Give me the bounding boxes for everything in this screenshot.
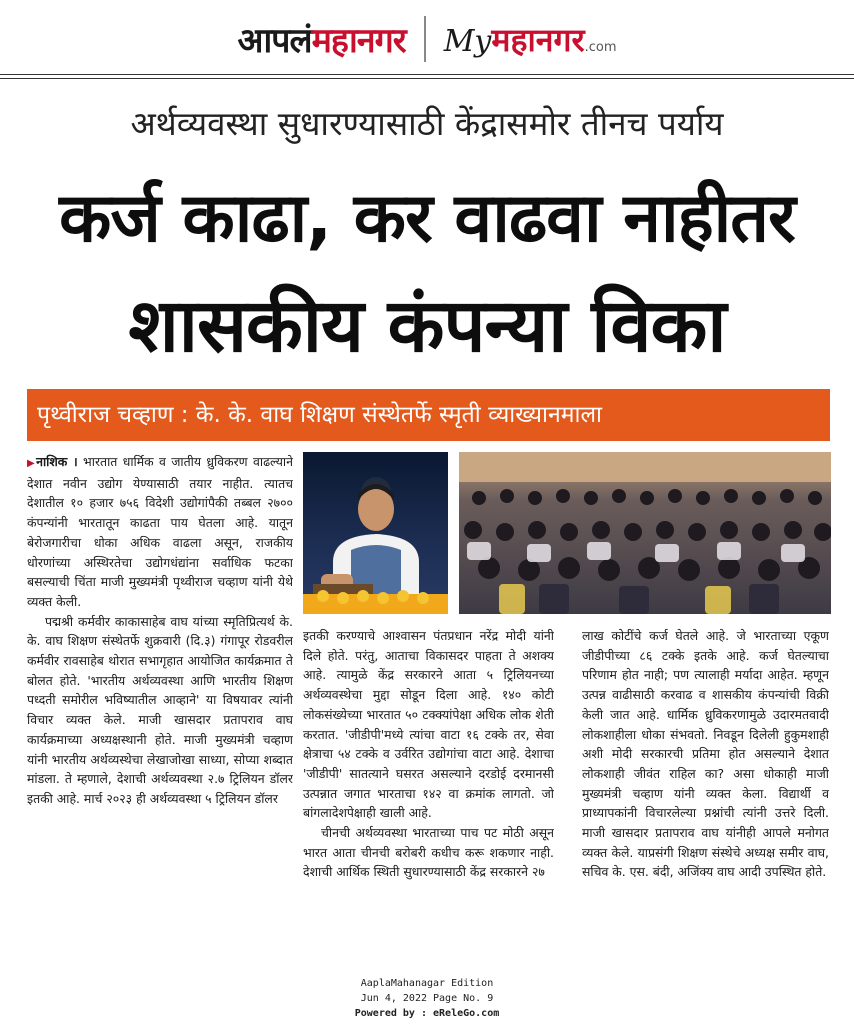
speaker-photo [303, 452, 448, 614]
article-kicker: अर्थव्यवस्था सुधारण्यासाठी केंद्रासमोर तीनच पर्याय [130, 104, 724, 143]
subhead-banner: पृथ्वीराज चव्हाण : के. के. वाघ शिक्षण संस्थेतर्फे स्मृती व्याख्यानमाला [27, 389, 830, 441]
col3-paragraph-1: लाख कोटींचे कर्ज घेतले आहे. जे भारताच्या एकूण जीडीपीच्या ८६ टक्के इतके आहे. कर्ज घेतल्याचा परिणाम होत नाही; पण त्यालाही मर्यादा आहेत. म्हणून उत्पन्न वाढीसाठी करवाढ व शासकीय कंपन्यांची विक्री केली जात आहे. धार्मिक ध्रुविकरणामुळे उदारमतवादी लोकशाहीला धोका संभवतो. निवडून दिलेली हुकुमशाही अशी मोदी सरकारची प्रतिमा होत असल्याने देशात लोकशाही जीवंत राहिल का? असा धोकाही माजी मुख्यमंत्री चव्हाण यांनी व्यक्त केला. विद्यार्थी व प्राध्यापकांनी विचारलेल्या प्रश्नांची त्यांनी उत्तरे दिली. माजी खासदार प्रतापराव वाघ यांनीही आपले मनोगत व्यक्त केले. याप्रसंगी शिक्षण संस्थेचे अध्यक्ष समीर वाघ, सचिव के. एस. बंदी, अजिंक्य वाघ आदी उपस्थित होते. [582, 628, 829, 880]
masthead-rule-lower [0, 78, 854, 79]
col2-paragraph-1: इतकी करण्याचे आश्वासन पंतप्रधान नरेंद्र मोदी यांनी दिले होते. परंतु, आताचा विकासदर पाहता ते अशक्य आहे. त्यामुळे केंद्र सरकारने आता ५ ट्रिलियनच्या अर्थव्यवस्थेचा मुद्दा सोडून दिला आहे. १४० कोटी लोकसंख्येच्या भारतात ५० टक्क्यांपेक्षा अधिक लोक शेती करतात. 'जीडीपी'मध्ये त्यांचा वाटा १६ टक्के तर, सेवा क्षेत्राचा ५४ टक्के व उर्वरित उद्योगांचा वाटा आहे. देशाचा 'जीडीपी' सातत्याने घसरत असल्याने दरडोई दरमानसी उत्पन्नात जगात भारताचा १४२ वा क्रमांक लागतो. जो बांगलादेशपेक्षाही खाली आहे. [303, 628, 554, 821]
audience-illustration [459, 452, 831, 614]
logo-right-red-text: महानगर [491, 20, 585, 59]
article-column-2 [303, 626, 554, 972]
headline-line-1: कर्ज काढा, कर वाढवा नाहीतर [59, 179, 795, 258]
masthead-rule [0, 74, 854, 75]
paragraph [27, 452, 293, 612]
col1-paragraph-2: पद्मश्री कर्मवीर काकासाहेब वाघ यांच्या स्मृतिप्रित्यर्थ के. के. वाघ शिक्षण संस्थेतर्फे शुक्रवारी (दि.३) गंगापूर रोडवरील कर्मवीर रावसाहेब थोरात सभागृहात आयोजित कार्यक्रमात ते बोलत होते. 'भारतीय अर्थव्यवस्था आणि भारतीय शिक्षण पध्दती समोरील भविष्यातील आव्हाने' या विषयावर त्यांनी विचार व्यक्त केले. माजी खासदार प्रतापराव वाघ कार्यक्रमाच्या अध्यक्षस्थानी होते. माजी मुख्यमंत्री चव्हाण यांनी भारतीय अर्थव्यस्थेचा लेखाजोखा साध्या, सोप्या शब्दात मांडला. ते म्हणाले, देशाची अर्थव्यवस्था २.७ ट्रिलियन डॉलर इतकी आहे. मार्च २०२३ ही अर्थव्यवस्था ५ ट्रिलियन डॉलर [27, 613, 293, 806]
col2-paragraph-2: चीनची अर्थव्यवस्था भारताच्या पाच पट मोठी असून भारत आता चीनची बरोबरी कधीच करू शकणार नाही. देशाची आर्थिक स्थिती सुधारण्यासाठी केंद्र सरकारने २७ [303, 825, 554, 880]
col1-paragraph-1: भारतात धार्मिक व जातीय ध्रुविकरण वाढल्याने देशात नवीन उद्योग येण्यासाठी तयार नाहीत. त्यातच देशातील १० हजार ७५६ विदेशी उद्योगांपैकी तब्बल २७०० कंपन्यांनी भारतातून काढता पाय घेतला आहे. यातून बेरोजगारीचा धोका अधिक वाढला असून, राजकीय धोरणांच्या अस्थिरतेचा उद्योगधंद्यांना सर्वाधिक फटका बसल्याची चिंता माजी मुख्यमंत्री पृथ्वीराज चव्हाण यांनी येथे व्यक्त केली. [27, 454, 293, 609]
footer-powered-by[interactable]: Powered by : eReleGo.com [354, 1008, 500, 1019]
my-mahanagar-logo[interactable] [444, 18, 617, 61]
footer-edition: AaplaMahanagar Edition [360, 978, 494, 989]
footer-date-page: Jun 4, 2022 Page No. 9 [360, 993, 494, 1004]
article-column-1 [27, 452, 293, 972]
dateline-triangle-icon: ▶ [27, 458, 37, 469]
logo-right-my-text: My [443, 23, 492, 59]
aapla-mahanagar-logo[interactable] [237, 16, 405, 62]
logo-right-com-text: .com [584, 39, 617, 55]
logo-left-red-text: महानगर [311, 21, 406, 61]
audience-photo [459, 452, 831, 614]
headline-line-2: शासकीय कंपन्या विका [128, 283, 726, 369]
logo-left-black-text: आपलं [237, 21, 312, 61]
dateline: नाशिक । [36, 454, 78, 469]
masthead [0, 0, 854, 78]
logo-divider [424, 16, 426, 62]
article-column-3 [582, 626, 829, 972]
speaker-illustration [303, 452, 448, 614]
